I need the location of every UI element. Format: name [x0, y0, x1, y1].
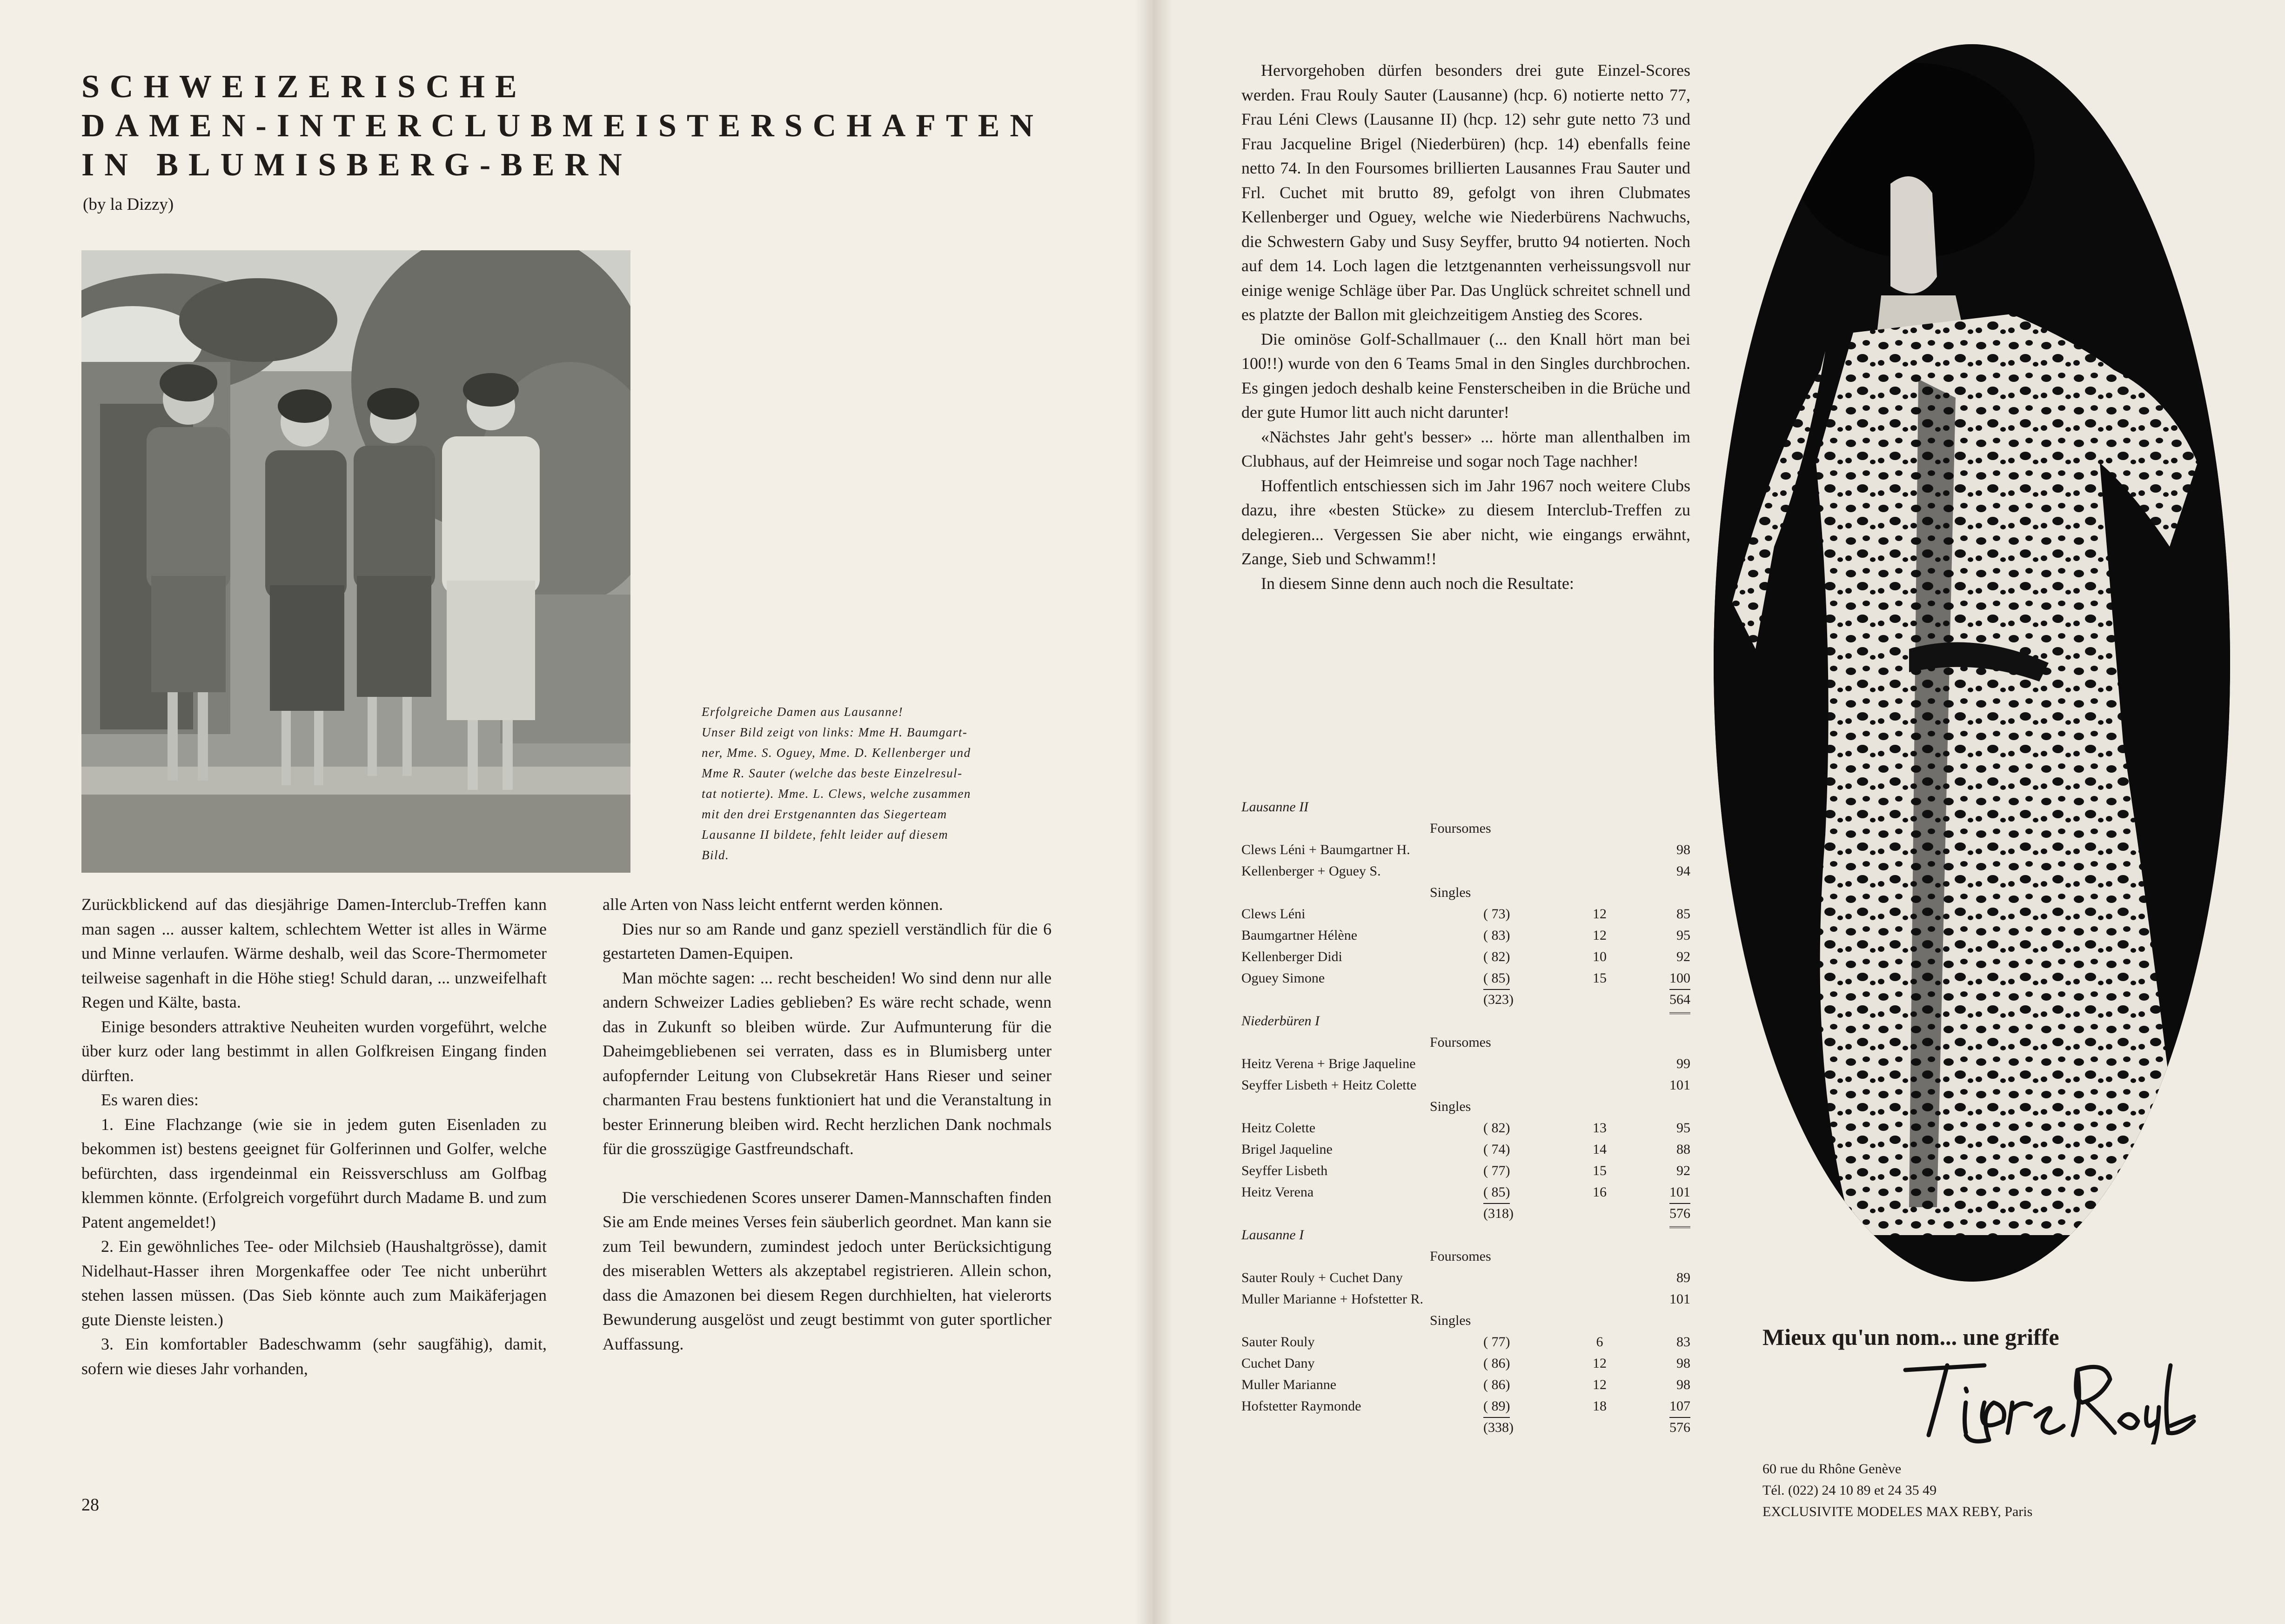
player-name: Brigel Jaqueline [1241, 1142, 1333, 1157]
page-gutter [1135, 0, 1173, 1624]
player-net: 14 [1593, 1142, 1607, 1157]
player-hcp: ( 82) [1483, 949, 1510, 964]
player-net: 16 [1593, 1184, 1607, 1200]
total-hcp: (338) [1483, 1420, 1514, 1435]
byline: (by la Dizzy) [83, 195, 174, 214]
pair-name: Heitz Verena + Brige Jaqueline [1241, 1056, 1416, 1071]
player-name: Cuchet Dany [1241, 1356, 1315, 1371]
group-photo [81, 250, 630, 873]
player-score: 98 [1676, 1377, 1690, 1392]
table-row [1241, 903, 1690, 925]
player-hcp: ( 73) [1483, 906, 1510, 922]
ad-address [1762, 1458, 2032, 1523]
table-row [1241, 1289, 1690, 1310]
title-line: IN BLUMISBERG-BERN [81, 147, 632, 183]
total-hcp: (323) [1483, 992, 1514, 1007]
player-name: Heitz Verena [1241, 1184, 1314, 1200]
paragraph: Hervorgehoben dürfen besonders drei gute Einzel-Scores werden. Frau Rouly Sauter (Lausanne) (hcp. 6) notierte netto 77, Frau Léni Clews (Lausanne II) (hcp. 12) sehr gute netto 73 und Frau Jacqueline Brigel (Niederbüren) (hcp. 14) ebenfalls feine netto 74. In den Foursomes brillierten Lausannes Frau Sauter und Frl. Cuchet mit brutto 89, gefolgt von ihren Clubmates Kellenberger und Oguey, welche wie Niederbürens Nachwuchs, die Schwestern Gaby und Susy Seyffer, brutto 94 notierten. Noch auf dem 14. Loch lagen die letztgenannten verheissungsvoll nur einige wenige Schläge über Par. Das Unglück schreitet schnell und es platzte der Ballon mit gleichzeitigem Anstieg des Scores. [1241, 61, 1690, 324]
team-name: Lausanne II [1241, 799, 1309, 815]
leopard-coat-illustration [1714, 44, 2230, 1282]
player-net: 18 [1593, 1398, 1607, 1414]
article-column-3 [1241, 58, 1690, 595]
paragraph: Hoffentlich entschiessen sich im Jahr 1967 noch weitere Clubs dazu, ihre «besten Stücke» zu diesem Interclub-Treffen zu delegieren... Vergessen Sie aber nicht, wie eingangs erwähnt, Zange, Sieb und Schwamm!! [1241, 476, 1690, 568]
total-hcp: (318) [1483, 1206, 1514, 1221]
pair-score: 99 [1676, 1056, 1690, 1071]
article-title [81, 67, 1082, 185]
player-net: 15 [1593, 970, 1607, 986]
caption-line: Lausanne II bildete, fehlt leider auf diesem [702, 828, 949, 842]
caption-line: Unser Bild zeigt von links: Mme H. Baumgart- [702, 725, 968, 739]
singles-label: Singles [1430, 885, 1471, 900]
table-row [1241, 1267, 1690, 1289]
caption-line: Erfolgreiche Damen aus Lausanne! [702, 705, 904, 719]
player-name: Clews Léni [1241, 906, 1306, 922]
table-row [1241, 1374, 1690, 1396]
total-row [1241, 1203, 1690, 1224]
player-hcp: ( 85) [1483, 968, 1510, 990]
player-net: 15 [1593, 1163, 1607, 1178]
tigre-royal-signature [1896, 1351, 2198, 1444]
pair-name: Kellenberger + Oguey S. [1241, 863, 1381, 879]
table-row [1241, 946, 1690, 968]
team-total: 576 [1669, 1203, 1690, 1228]
player-name: Seyffer Lisbeth [1241, 1163, 1328, 1178]
total-row [1241, 989, 1690, 1010]
paragraph: 1. Eine Flachzange (wie sie in jedem guten Eisenladen zu bekommen ist) bestens geeignet für Golferinnen und Golfer, welche befürchten, dass irgendeinmal ein Reissverschluss am Golfbag klemmen könnte. (Erfolgreich vorgeführt durch Madame B. und zum Patent angemeldet!) [81, 1115, 547, 1231]
foursomes-label: Foursomes [1430, 821, 1491, 836]
table-row [1241, 1396, 1690, 1417]
ad-slogan: Mieux qu'un nom... une griffe [1762, 1324, 2059, 1350]
caption-line: mit den drei Erstgenannten das Siegerteam [702, 807, 947, 821]
player-hcp: ( 83) [1483, 928, 1510, 943]
table-row [1241, 968, 1690, 989]
table-row [1241, 1182, 1690, 1203]
singles-label: Singles [1430, 1313, 1471, 1328]
player-net: 12 [1593, 1356, 1607, 1371]
player-hcp: ( 74) [1483, 1142, 1510, 1157]
table-row [1241, 1353, 1690, 1374]
caption-line: ner, Mme. S. Oguey, Mme. D. Kellenberger und [702, 746, 971, 760]
pair-name: Clews Léni + Baumgartner H. [1241, 842, 1410, 857]
team-total: 576 [1669, 1420, 1690, 1435]
article-column-1 [81, 892, 547, 1381]
player-score: 107 [1669, 1396, 1690, 1418]
player-hcp: ( 89) [1483, 1396, 1510, 1418]
player-score: 92 [1676, 949, 1690, 964]
table-row [1241, 925, 1690, 946]
address-line: 60 rue du Rhône Genève [1762, 1461, 1902, 1477]
paragraph: Dies nur so am Rande und ganz speziell verständlich für die 6 gestarteten Damen-Equipen. [603, 919, 1052, 962]
table-row [1241, 1331, 1690, 1353]
player-name: Muller Marianne [1241, 1377, 1337, 1392]
pair-score: 101 [1669, 1077, 1690, 1093]
player-net: 10 [1593, 949, 1607, 964]
caption-line: Mme R. Sauter (welche das beste Einzelresul- [702, 766, 963, 780]
table-row [1241, 839, 1690, 861]
player-net: 12 [1593, 928, 1607, 943]
results-table [1241, 796, 1690, 1438]
player-name: Baumgartner Hélène [1241, 928, 1358, 943]
player-name: Oguey Simone [1241, 970, 1325, 986]
player-net: 12 [1593, 906, 1607, 922]
player-net: 12 [1593, 1377, 1607, 1392]
player-score: 85 [1676, 906, 1690, 922]
team-total: 564 [1669, 989, 1690, 1014]
player-name: Hofstetter Raymonde [1241, 1398, 1361, 1414]
table-row [1241, 861, 1690, 882]
paragraph: alle Arten von Nass leicht entfernt werden können. [603, 895, 943, 914]
player-score: 83 [1676, 1334, 1690, 1350]
exclusivity-line: EXCLUSIVITE MODELES MAX REBY, Paris [1762, 1504, 2033, 1519]
player-score: 100 [1669, 968, 1690, 990]
pair-score: 89 [1676, 1270, 1690, 1285]
paragraph: Die verschiedenen Scores unserer Damen-Mannschaften finden Sie am Ende meines Verses fein säuberlich geordnet. Man kann sie zum Teil bewundern, zumindest jedoch unter Berücksichtigung des miserablen Wetters als akzeptabel registrieren. Allein schon, dass die Amazonen bei diesem Regen durchhielten, hat vielerorts Bewunderung ausgelöst und zeugt bestimmt von guter sportlicher Auffassung. [603, 1188, 1052, 1353]
player-score: 98 [1676, 1356, 1690, 1371]
paragraph: 2. Ein gewöhnliches Tee- oder Milchsieb (Haushaltgrösse), damit Nidelhaut-Hasser ihren Morgenkaffee oder Tee nicht unberührt stehen lassen müssen. (Das Sieb könnte auch zum Maikäferjagen gute Dienste leisten.) [81, 1237, 547, 1329]
table-row [1241, 1053, 1690, 1075]
pair-name: Muller Marianne + Hofstetter R. [1241, 1291, 1423, 1307]
team-name: Lausanne I [1241, 1227, 1304, 1243]
player-net: 6 [1596, 1334, 1603, 1350]
player-hcp: ( 77) [1483, 1334, 1510, 1350]
photo-caption [702, 702, 1052, 865]
caption-line: Bild. [702, 848, 730, 862]
player-score: 92 [1676, 1163, 1690, 1178]
player-hcp: ( 85) [1483, 1182, 1510, 1204]
table-row [1241, 1160, 1690, 1182]
paragraph: 3. Ein komfortabler Badeschwamm (sehr saugfähig), damit, sofern wie dieses Jahr vorhanden, [81, 1335, 547, 1378]
page-number: 28 [81, 1495, 99, 1515]
title-line: DAMEN-INTERCLUBMEISTERSCHAFTEN [81, 108, 1044, 144]
caption-line: tat notierte). Mme. L. Clews, welche zusammen [702, 787, 971, 801]
title-line: SCHWEIZERISCHE [81, 69, 527, 105]
paragraph: Es waren dies: [101, 1090, 199, 1109]
player-name: Sauter Rouly [1241, 1334, 1315, 1350]
pair-score: 101 [1669, 1291, 1690, 1307]
foursomes-label: Foursomes [1430, 1249, 1491, 1264]
player-score: 95 [1676, 928, 1690, 943]
team-name: Niederbüren I [1241, 1013, 1320, 1029]
player-name: Kellenberger Didi [1241, 949, 1342, 964]
phone-line: Tél. (022) 24 10 89 et 24 35 49 [1762, 1483, 1937, 1498]
player-name: Heitz Colette [1241, 1120, 1316, 1136]
table-row [1241, 1117, 1690, 1139]
article-column-2 [603, 892, 1052, 1356]
player-score: 95 [1676, 1120, 1690, 1136]
player-net: 13 [1593, 1120, 1607, 1136]
pair-name: Seyffer Lisbeth + Heitz Colette [1241, 1077, 1417, 1093]
pair-name: Sauter Rouly + Cuchet Dany [1241, 1270, 1403, 1285]
paragraph: Einige besonders attraktive Neuheiten wurden vorgeführt, welche über kurz oder lang bestimmt in allen Golfkreisen Eingang finden dürften. [81, 1017, 547, 1085]
player-score: 101 [1669, 1182, 1690, 1204]
player-hcp: ( 86) [1483, 1377, 1510, 1392]
photo-illustration [81, 250, 630, 873]
total-row [1241, 1417, 1690, 1438]
player-score: 88 [1676, 1142, 1690, 1157]
table-row [1241, 1139, 1690, 1160]
brand-signature-logo [1896, 1351, 2198, 1444]
paragraph: Zurückblickend auf das diesjährige Damen-Interclub-Treffen kann man sagen ... ausser kaltem, schlechtem Wetter ist alles in Wärme und Minne verlaufen. Wärme deshalb, weil das Score-Thermometer teilweise sagenhaft in die Höhe stieg! Schuld daran, ... unzweifelhaft Regen und Kälte, basta. [81, 895, 547, 1011]
paragraph: «Nächstes Jahr geht's besser» ... hörte man allenthalben im Clubhaus, auf der Heimreise und sogar noch Tage nachher! [1241, 427, 1690, 470]
singles-label: Singles [1430, 1099, 1471, 1114]
pair-score: 98 [1676, 842, 1690, 857]
player-hcp: ( 77) [1483, 1163, 1510, 1178]
paragraph: In diesem Sinne denn auch noch die Resultate: [1261, 574, 1574, 593]
pair-score: 94 [1676, 863, 1690, 879]
player-hcp: ( 82) [1483, 1120, 1510, 1136]
paragraph: Man möchte sagen: ... recht bescheiden! Wo sind denn nur alle andern Schweizer Ladies geblieben? Es wäre recht schade, wenn das in Zukunft so bleiben würde. Zur Aufmunterung für die Daheimgebliebenen sei verraten, dass es in Blumisberg unter aufopfernder Leitung von Clubsekretär Hans Rieser und seiner charmanten Frau bestens funktioniert hat und die Veranstaltung in bester Erinnerung bleiben wird. Recht herzlichen Dank nochmals für die grosszügige Gastfreundschaft. [603, 968, 1052, 1158]
paragraph: Die ominöse Golf-Schallmauer (... den Knall hört man bei 100!!) wurde von den 6 Teams 5mal in den Singles durchbrochen. Es gingen jedoch deshalb keine Fensterscheiben in die Brüche und der gute Humor litt auch nicht darunter! [1241, 329, 1690, 421]
table-row [1241, 1075, 1690, 1096]
foursomes-label: Foursomes [1430, 1035, 1491, 1050]
player-hcp: ( 86) [1483, 1356, 1510, 1371]
ad-photo-oval [1714, 44, 2230, 1282]
